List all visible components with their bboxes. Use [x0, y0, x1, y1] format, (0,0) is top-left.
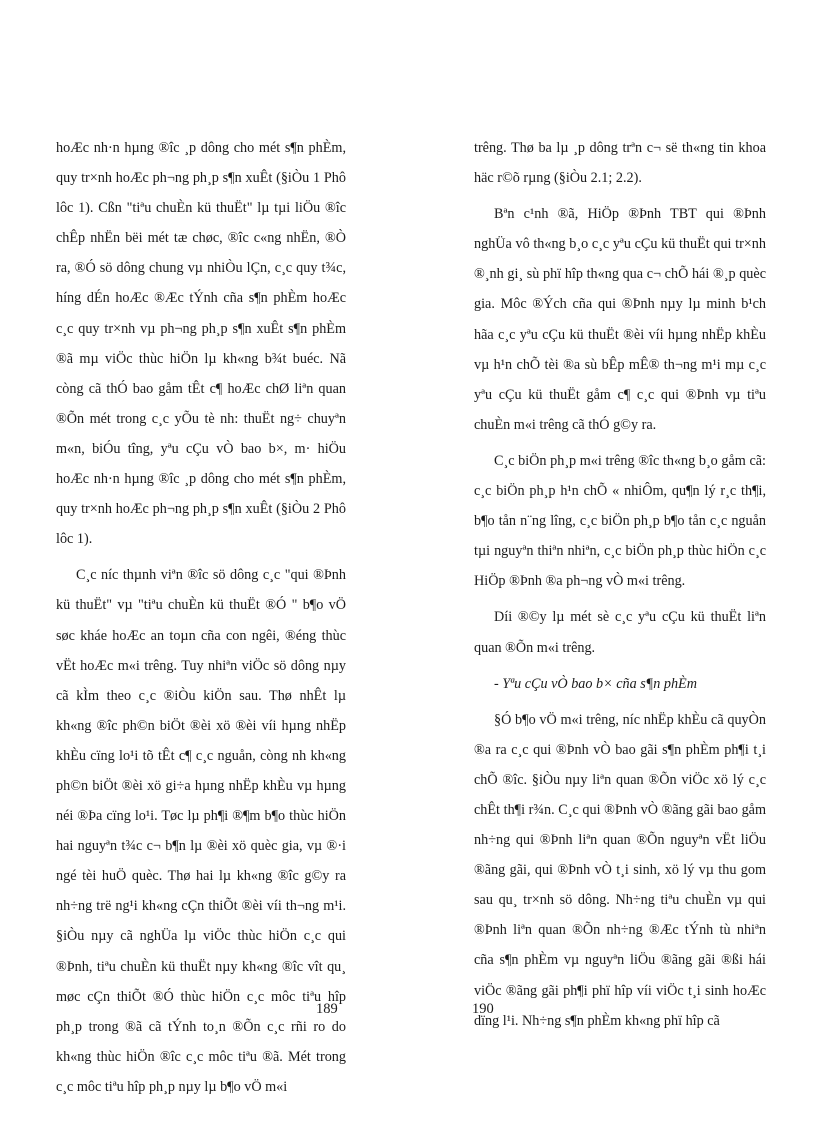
paragraph: C¸c biÖn ph¸p m«i trêng ®îc th«ng b¸o gåm cã: c¸c biÖn ph¸p h¹n chÕ « nhiÔm, qu¶n lý r¸c th¶i, b¶o tån n¨ng lîng, c¸c biÖn ph¸p b¶o tån c¸c nguån tµi nguyªn thiªn nhiªn, c¸c biÖn ph¸p thùc hiÖn c¸c HiÖp ®Þnh ®a ph¬ng vÒ m«i trêng.: [474, 452, 766, 590]
paragraph: Bªn c¹nh ®ã, HiÖp ®Þnh TBT qui ®Þnh nghÜa vô th«ng b¸o c¸c yªu cÇu kü thuËt qui tr×nh ®¸nh gi¸ sù phï hîp th«ng qua c¬ chÕ hái ®¸p quèc gia. Môc ®Ých cña qui ®Þnh nµy lµ minh b¹ch hãa c¸c yªu cÇu kü thuËt ®èi víi hµng nhËp khÈu vµ h¹n chÕ tèi ®a sù bÊp mÊ® th¬ng m¹i mµ c¸c yªu cÇu kü thuËt gåm c¶ c¸c qui ®Þnh vµ tiªu chuÈn m«i trêng cã thÓ g©y ra.: [474, 206, 766, 433]
paragraph: trêng. Thø ba lµ ¸p dông trªn c¬ së th«ng tin khoa häc r©õ rµng (§iÒu 2.1; 2.2).: [474, 140, 766, 187]
page-number-right: 190: [472, 1001, 494, 1017]
right-page-text: [474, 133, 766, 1036]
paragraph: hoÆc nh·n hµng ®îc ¸p dông cho mét s¶n phÈm, quy tr×nh hoÆc ph¬ng ph¸p s¶n xuÊt (§iÒu 1 Phô lôc 1). Cßn "tiªu chuÈn kü thuËt" lµ tµi liÖu ®îc chÊp nhËn bëi mét tæ chøc, ®îc c«ng nhËn, ®Ò ra, ®Ó sö dông chung vµ nhiÒu lÇn, c¸c quy t¾c, híng dÉn hoÆc ®Æc tÝnh cña s¶n phÈm hoÆc c¸c quy tr×nh vµ ph¬ng ph¸p s¶n xuÊt s¶n phÈm ®ã mµ viÖc thùc hiÖn lµ kh«ng b¾t buéc. Nã còng cã thÓ bao gåm tÊt c¶ hoÆc chØ liªn quan ®Õn mét trong c¸c yÕu tè nh: thuËt ng÷ chuyªn m«n, biÓu tîng, yªu cÇu vÒ bao b×, m· hiÖu hoÆc nh·n hµng ®îc ¸p dông cho mét s¶n phÈm, quy tr×nh hoÆc ph¬ng ph¸p s¶n xuÊt (§iÒu 2 Phô lôc 1).: [56, 140, 346, 548]
paragraph: C¸c níc thµnh viªn ®îc sö dông c¸c "qui ®Þnh kü thuËt" vµ "tiªu chuÈn kü thuËt ®Ó " b¶o vÖ søc kháe hoÆc an toµn cña con ngêi, ®éng thùc vËt hoÆc m«i trêng. Tuy nhiªn viÖc sö dông nµy cã kÌm theo c¸c ®iÒu kiÖn sau. Thø nhÊt lµ kh«ng ®îc ph©n biÖt ®èi xö ®èi víi hµng nhËp khÈu cïng lo¹i tõ tÊt c¶ c¸c nguån, còng nh kh«ng ph©n biÖt ®èi xö gi÷a hµng nhËp khÈu vµ hµng néi ®Þa cïng lo¹i. Tøc lµ ph¶i ®¶m b¶o thùc hiÖn hai nguyªn t¾c c¬ b¶n lµ ®èi xö quèc gia, vµ ®·i ngé tèi huÖ quèc. Thø hai lµ kh«ng ®îc g©y ra nh÷ng trë ng¹i kh«ng cÇn thiÕt ®èi víi th¬ng m¹i. §iÒu nµy cã nghÜa lµ viÖc thùc hiÖn c¸c qui ®Þnh, tiªu chuÈn kü thuËt nµy kh«ng ®îc vît qu¸ møc cÇn thiÕt ®Ó thùc hiÖn c¸c môc tiªu hîp ph¸p trong ®ã cã tÝnh to¸n ®Õn c¸c rñi ro do kh«ng thùc hiÖn ®îc c¸c môc tiªu ®ã. Mét trong c¸c môc tiªu hîp ph¸p nµy lµ b¶o vÖ m«i: [56, 567, 346, 1095]
paragraph: Díi ®©y lµ mét sè c¸c yªu cÇu kü thuËt liªn quan ®Õn m«i trêng.: [474, 609, 766, 656]
paragraph: §Ó b¶o vÖ m«i trêng, níc nhËp khÈu cã quyÒn ®a ra c¸c qui ®Þnh vÒ bao gãi s¶n phÈm ph¶i t¸i chÕ ®îc. §iÒu nµy liªn quan ®Õn viÖc xö lý c¸c chÊt th¶i r¾n. C¸c qui ®Þnh vÒ ®ãng gãi bao gåm nh÷ng qui ®Þnh liªn quan ®Õn nguyªn vËt liÖu ®ãng gãi, qui ®Þnh vÒ t¸i sinh, xö lý vµ thu gom sau qu¸ tr×nh sö dông. Nh÷ng tiªu chuÈn vµ qui ®Þnh liªn quan ®Õn nh÷ng ®Æc tÝnh tù nhiªn cña s¶n phÈm vµ nguyªn liÖu ®ãng gãi ®ßi hái viÖc ®ãng gãi ph¶i phï hîp víi viÖc t¸i sinh hoÆc dïng l¹i. Nh÷ng s¶n phÈm kh«ng phï hîp cã: [474, 711, 766, 1029]
section-heading: - Yªu cÇu vÒ bao b× cña s¶n phÈm: [494, 675, 697, 692]
page-number-left: 189: [316, 1001, 338, 1017]
left-page-text: [56, 133, 346, 1102]
